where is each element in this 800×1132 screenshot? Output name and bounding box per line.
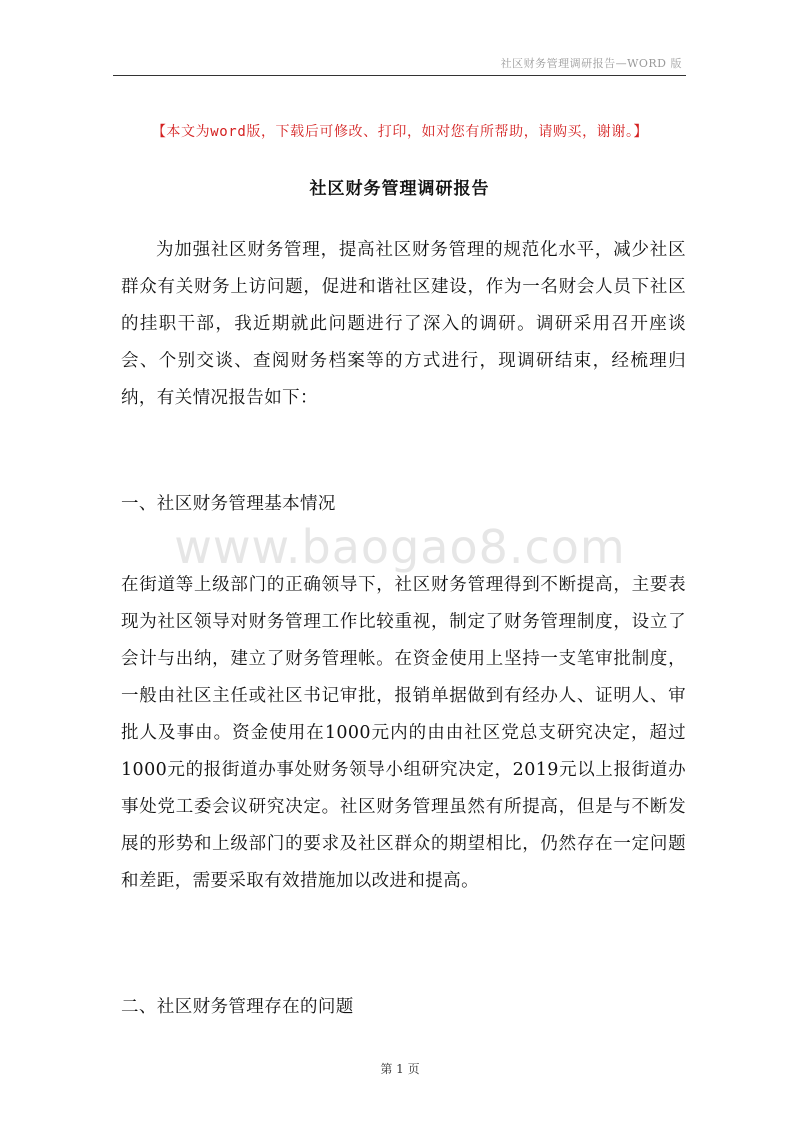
section-1-paragraph: 在街道等上级部门的正确领导下，社区财务管理得到不断提高，主要表现为社区领导对财务管理工作比较重视，制定了财务管理制度，设立了会计与出纳，建立了财务管理帐。在资金使用上坚持一支笔审批制度，一般由社区主任或社区书记审批，报销单据做到有经办人、证明人、审批人及事由。资金使用在1000元内的由由社区党总支研究决定，超过1000元的报街道办事处财务领导小组研究决定，2019元以上报街道办事处党工委会议研究决定。社区财务管理虽然有所提高，但是与不断发展的形势和上级部门的要求及社区群众的期望相比，仍然存在一定问题和差距，需要采取有效措施加以改进和提高。 [121,575,686,891]
page-title: 社区财务管理调研报告 [309,179,490,199]
intro-paragraph: 为加强社区财务管理，提高社区财务管理的规范化水平，减少社区群众有关财务上访问题，促进和谐社区建设，作为一名财会人员下社区的挂职干部，我近期就此问题进行了深入的调研。调研采用召开座谈会、个别交谈、查阅财务档案等的方式进行，现调研结束，经梳理归纳，有关情况报告如下： [121,240,686,408]
header-divider [113,75,686,76]
section-heading-2: 二、社区财务管理存在的问题 [121,997,354,1017]
watermark-text: www.baogao8.com [174,520,626,574]
page-number: 第 1 页 [380,1062,420,1076]
section-heading-1: 一、社区财务管理基本情况 [121,494,336,514]
running-header: 社区财务管理调研报告—WORD 版 [500,57,682,70]
download-notice: 【本文为word版，下载后可修改、打印，如对您有所帮助，请购买，谢谢。】 [151,124,649,140]
